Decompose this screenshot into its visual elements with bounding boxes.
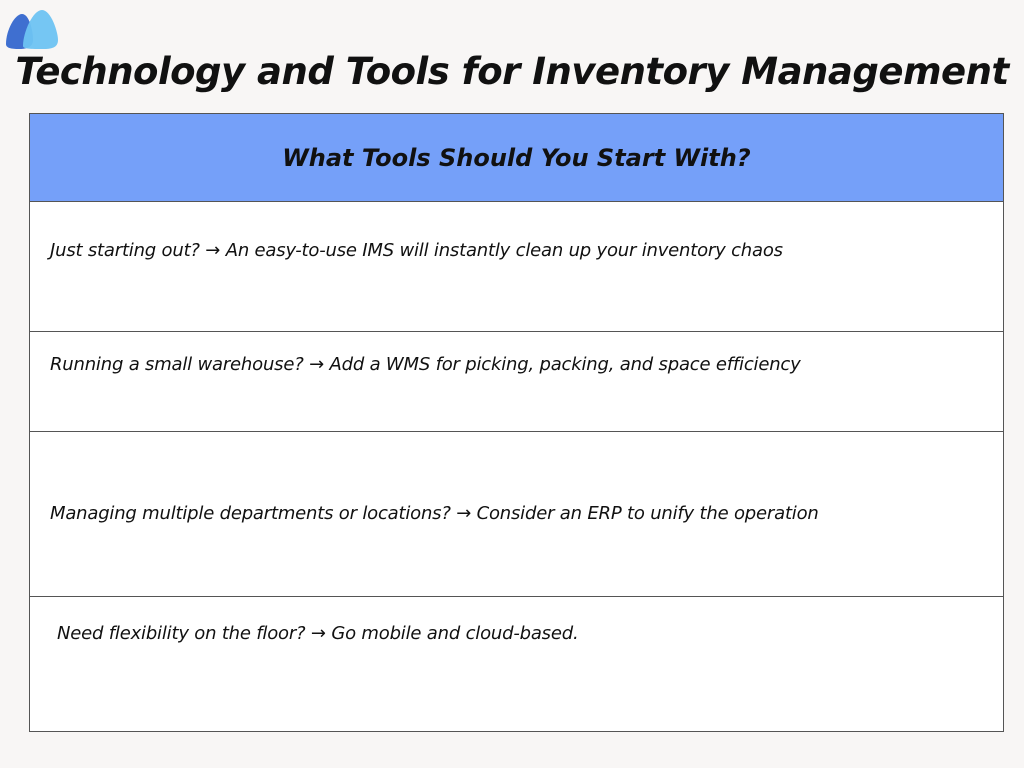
table-row (30, 432, 1003, 597)
page-title: Technology and Tools for Inventory Management (15, 50, 1009, 93)
row-text: Just starting out? → An easy-to-use IMS will instantly clean up your inventory chaos (50, 240, 783, 261)
table-row (30, 597, 1003, 731)
table-header: What Tools Should You Start With? (30, 114, 1003, 202)
row-text: Managing multiple departments or locations? → Consider an ERP to unify the operation (50, 503, 819, 524)
table-row (30, 332, 1003, 432)
brand-logo-icon (5, 8, 59, 50)
row-text: Running a small warehouse? → Add a WMS for picking, packing, and space efficiency (50, 354, 801, 375)
tools-table (29, 113, 1004, 732)
row-text: Need flexibility on the floor? → Go mobile and cloud-based. (57, 623, 579, 644)
table-row (30, 202, 1003, 332)
